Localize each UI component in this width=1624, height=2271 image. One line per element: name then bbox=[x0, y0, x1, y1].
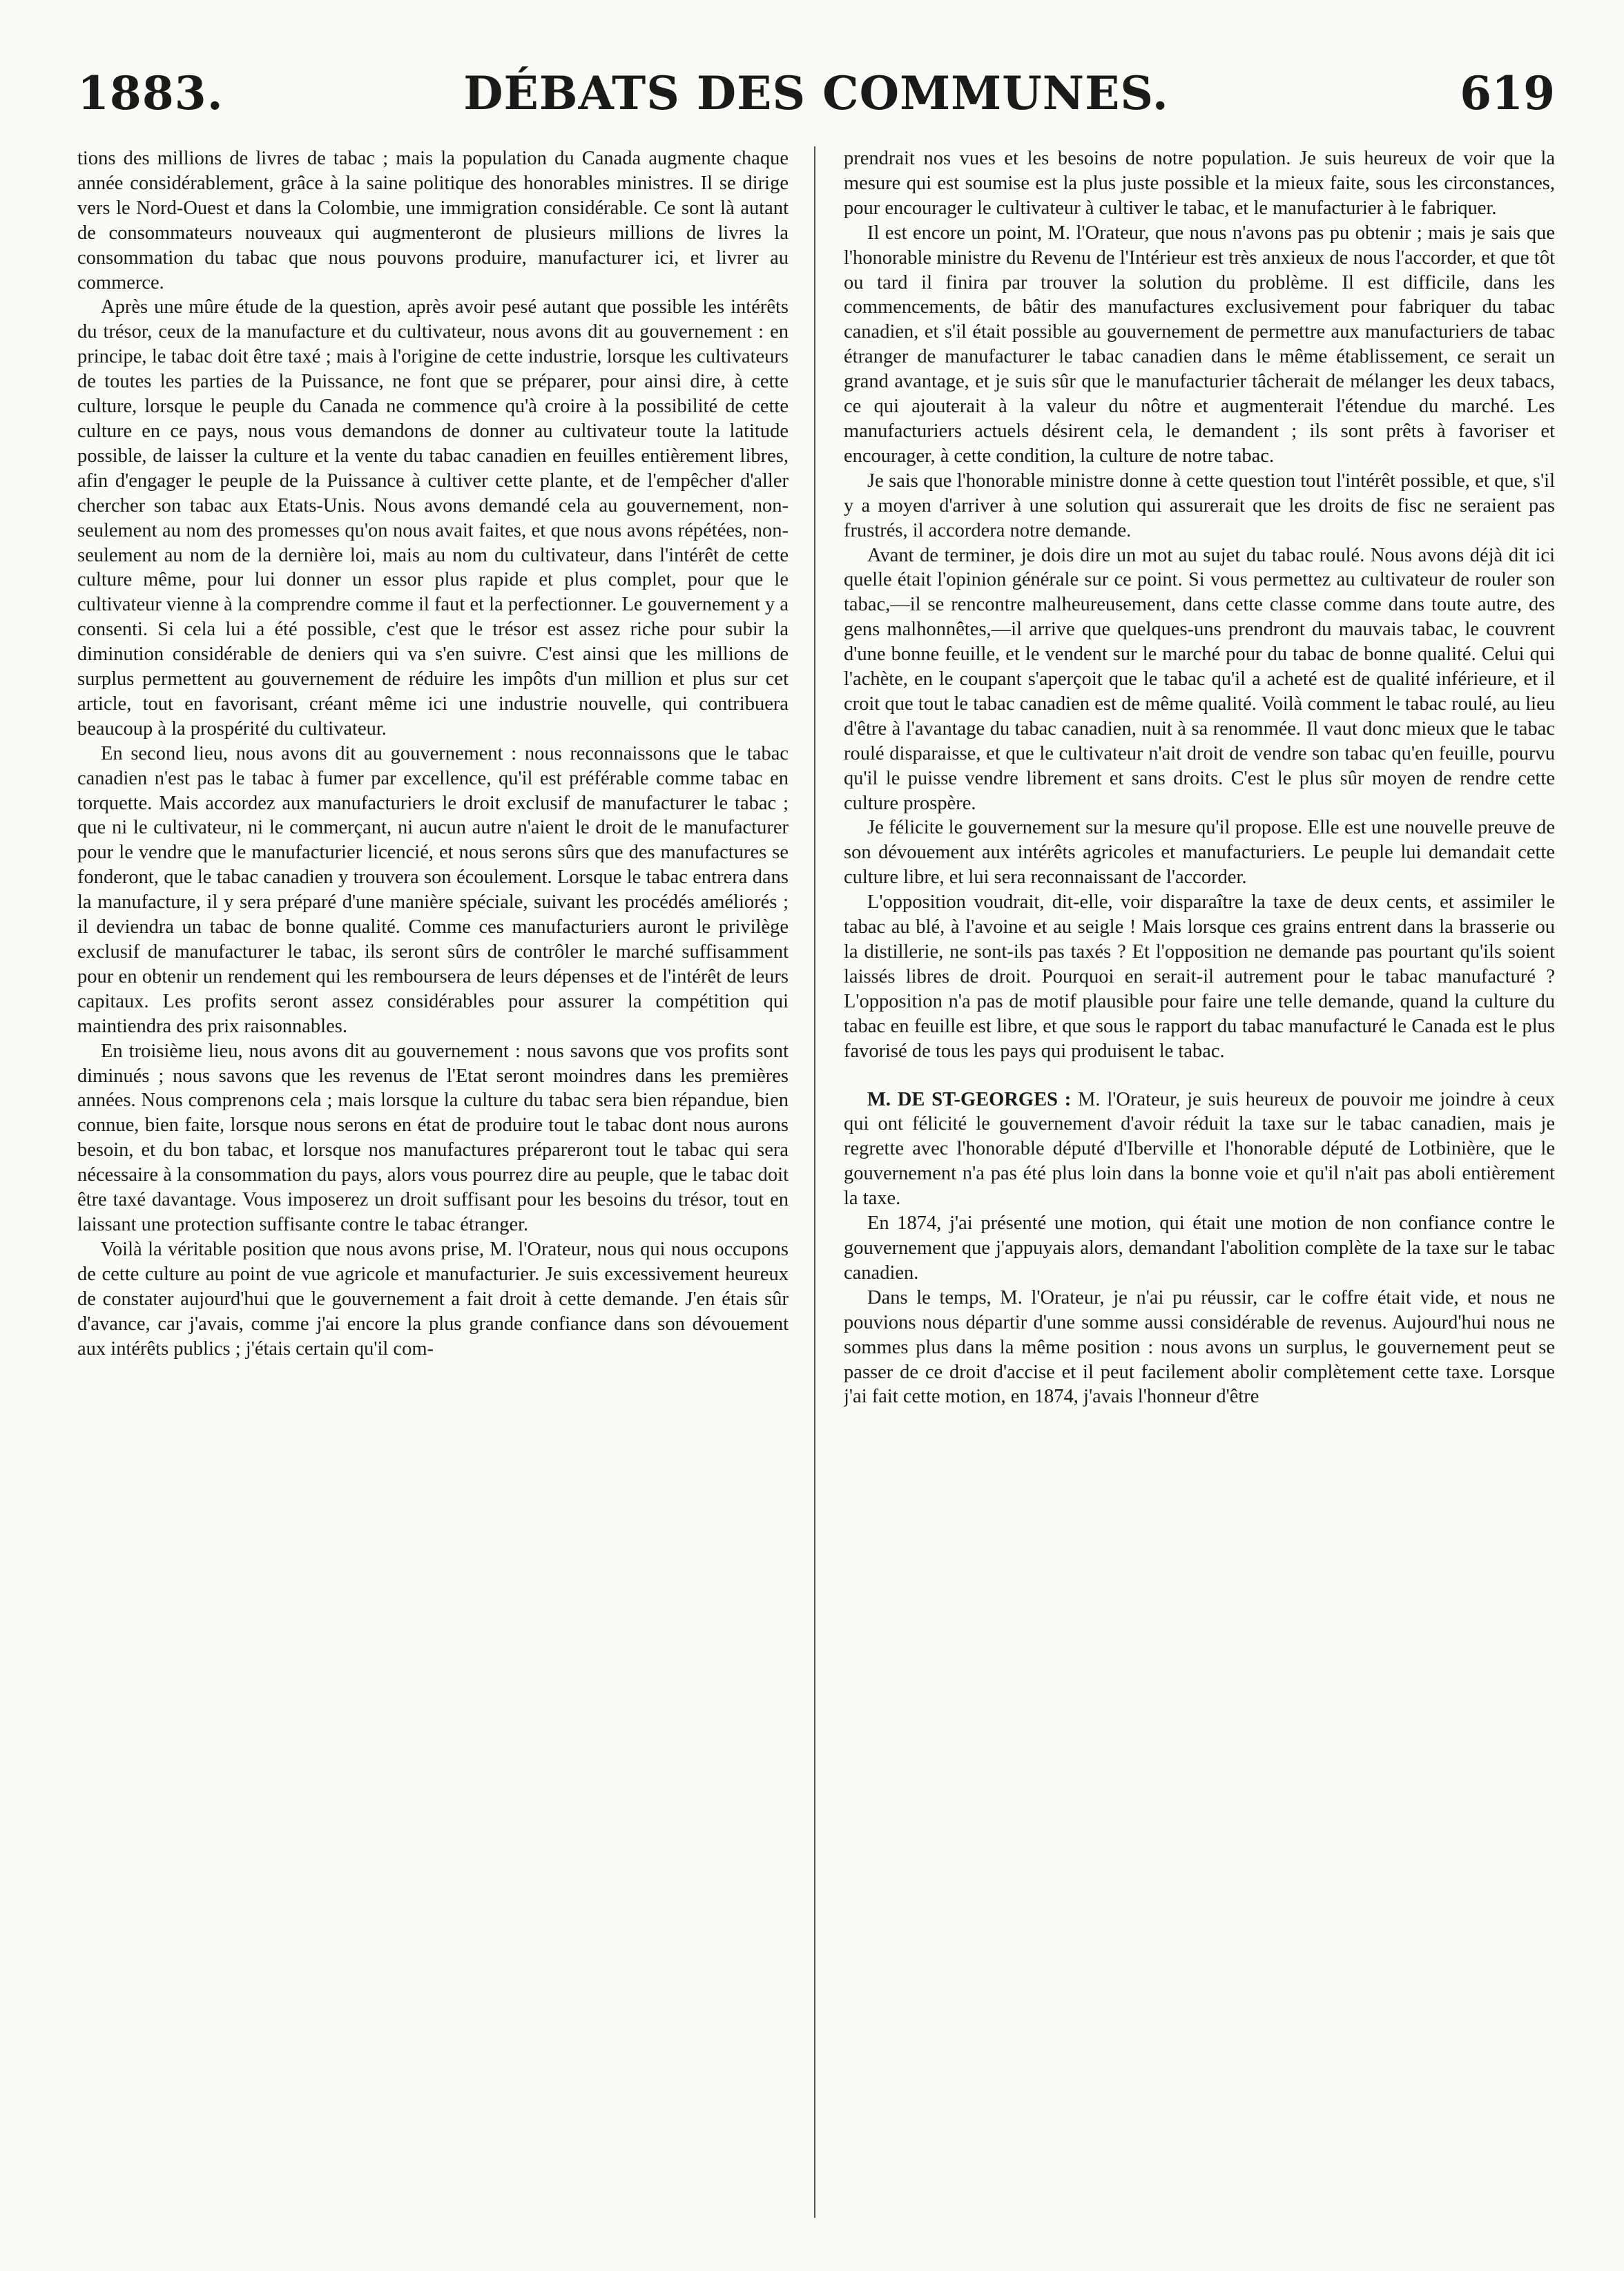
paragraph: L'opposition voudrait, dit-elle, voir disparaître la taxe de deux cents, et assimiler le tabac au blé, à l'avoine et au seigle ! Mais lorsque ces grains entrent dans la brasserie ou la distillerie, ne sont-ils pas taxés ? Et l'opposition ne demande pas pourtant qu'ils soient laissés libres de droit. Pourquoi en serait-il autrement pour le tabac manufacturé ? L'opposition n'a pas de motif plausible pour faire une telle demande, quand la culture du tabac en feuille est libre, et que sous le rapport du tabac manufacturé le Canada est le plus favorisé de tous les pays qui produisent le tabac. bbox=[844, 891, 1555, 1062]
paragraph: Je sais que l'honorable ministre donne à cette question tout l'intérêt possible, et que, s'il y a moyen d'arriver à une solution qui assurerait que les droits de fisc ne seraient pas frustrés, il accordera notre demande. bbox=[844, 470, 1555, 541]
paragraph: Je félicite le gouvernement sur la mesure qu'il propose. Elle est une nouvelle preuve de son dévouement aux intérêts agricoles et manufacturiers. Le peuple lui demandait cette culture libre, et lui sera reconnaissant de l'accorder. bbox=[844, 817, 1555, 889]
column-divider bbox=[814, 146, 815, 2218]
speaker-paragraph: M. DE ST-GEORGES : M. l'Orateur, je suis heureux de pouvoir me joindre à ceux qui ont félicité le gouvernement d'avoir réduit la taxe sur le tabac canadien, mais je regrette avec l'honorable député d'Iberville et l'honorable député de Lotbinière, que le gouvernement n'a pas été plus loin dans la bonne voie et qu'il n'ait pas aboli entièrement la taxe. bbox=[844, 1088, 1555, 1210]
paragraph: Après une mûre étude de la question, après avoir pesé autant que possible les intérêts du trésor, ceux de la manufacture et du cultivateur, nous avons dit au gouvernement : en principe, le tabac doit être taxé ; mais à l'origine de cette industrie, lorsque les cultivateurs de toutes les parties de la Puissance, ne font que se préparer, pour ainsi dire, à cette culture, lorsque le peuple du Canada ne commence qu'à croire à la possibilité de cette culture en ce pays, nous vous demandons de donner au cultivateur toute la latitude possible, de laisser la culture et la vente du tabac canadien en feuilles entièrement libres, afin d'engager le peuple de la Puissance à cultiver cette plante, et de l'empêcher d'aller chercher son tabac aux Etats-Unis. Nous avons demandé cela au gouvernement, non-seulement au nom des promesses qu'on nous avait faites, et que nous avons répétées, non-seulement au nom de la dernière loi, mais au nom du cultivateur, dans l'intérêt de cette culture même, pour lui donner un essor plus rapide et plus complet, pour que le cultivateur vienne à la comprendre comme il faut et la perfectionner. Le gouvernement y a consenti. Si cela lui a été possible, c'est que le trésor est assez riche pour subir la diminution considérable de deniers qui va s'en suivre. C'est ainsi que les millions de surplus permettent au gouvernement de réduire les impôts d'un million et plus sur cet article, tout en favorisant, créant même ici une industrie nouvelle, qui contribuera beaucoup à la prospérité du cultivateur. bbox=[77, 296, 789, 740]
speaker-name: M. DE ST-GEORGES : bbox=[867, 1088, 1072, 1110]
paragraph: En second lieu, nous avons dit au gouvernement : nous reconnaissons que le tabac canadien n'est pas le tabac à fumer par excellence, qu'il est préférable comme tabac en torquette. Mais accordez aux manufacturiers le droit exclusif de manufacturer le tabac ; que ni le cultivateur, ni le commerçant, ni aucun autre n'aient le droit de le manufacturer pour le vendre que le manufacturier licencié, et nous serons sûrs que des manufactures se fonderont, que le tabac canadien y trouvera son écoulement. Lorsque le tabac entrera dans la manufacture, il y sera préparé d'une manière spéciale, suivant les procédés améliorés ; il deviendra un tabac de bonne qualité. Comme ces manufacturiers auront le privilège exclusif de manufacturer le tabac, ils seront sûrs de contrôler le marché suffisamment pour en obtenir un rendement qui les remboursera de leurs dépenses et de l'intérêt de leurs capitaux. Les profits seront assez considérables pour assurer la compétition qui maintiendra des prix raisonnables. bbox=[77, 742, 789, 1037]
paragraph: Dans le temps, M. l'Orateur, je n'ai pu réussir, car le coffre était vide, et nous ne pouvions nous départir d'une somme aussi considérable de revenus. Aujourd'hui nous ne sommes plus dans la même position : nous avons un surplus, le gouvernement peut se passer de ce droit d'accise et il peut facilement abolir complètement cette taxe. Lorsque j'ai fait cette motion, en 1874, j'avais l'honneur d'être bbox=[844, 1286, 1555, 1408]
paragraph: En 1874, j'ai présenté une motion, qui était une motion de non confiance contre le gouvernement que j'appuyais alors, demandant l'abolition complète de la taxe sur le tabac canadien. bbox=[844, 1212, 1555, 1284]
paragraph: Il est encore un point, M. l'Orateur, que nous n'avons pas pu obtenir ; mais je sais que l'honorable ministre du Revenu de l'Intérieur est très anxieux de nous l'accorder, et que tôt ou tard il finira par trouver la solution du problème. Il est difficile, dans les commencements, de bâtir des manufactures exclusivement pour fabriquer du tabac canadien, et s'il était possible au gouvernement de permettre aux manufacturiers de tabac étranger de manufacturer le tabac canadien dans le même établissement, ce serait un grand avantage, et je suis sûr que le manufacturier tâcherait de mélanger les deux tabacs, ce qui ajouterait à la valeur du nôtre et augmenterait l'étendue du marché. Les manufacturiers actuels désirent cela, le demandent ; ils sont prêts à favoriser et encourager, à cette condition, la culture de notre tabac. bbox=[844, 222, 1555, 467]
header-page-number: 619 bbox=[1460, 66, 1555, 120]
page-header bbox=[77, 66, 1555, 128]
header-title: DÉBATS DES COMMUNES. bbox=[463, 66, 1169, 120]
paragraph: tions des millions de livres de tabac ; mais la population du Canada augmente chaque année considérablement, grâce à la saine politique des honorables ministres. Il se dirige vers le Nord-Ouest et dans la Colombie, une immigration considérable. Ce sont là autant de consommateurs nouveaux qui augmenteront de plusieurs millions de livres la consommation du tabac que nous pouvons produire, manufacturer ici, et livrer au commerce. bbox=[77, 148, 789, 293]
header-year: 1883. bbox=[77, 66, 224, 120]
right-column bbox=[844, 146, 1555, 2225]
text-columns bbox=[77, 146, 1555, 2225]
paragraph: prendrait nos vues et les besoins de notre population. Je suis heureux de voir que la mesure qui est soumise est la plus juste possible et la mieux faite, sous les circonstances, pour encourager le cultivateur à cultiver le tabac, et le manufacturier à le fabriquer. bbox=[844, 148, 1555, 219]
paragraph: Avant de terminer, je dois dire un mot au sujet du tabac roulé. Nous avons déjà dit ici quelle était l'opinion générale sur ce point. Si vous permettez au cultivateur de rouler son tabac,—il se rencontre malheureusement, dans cette classe comme dans toute autre, des gens malhonnêtes,—il arrive que quelques-uns prendront du mauvais tabac, le couvrent d'une bonne feuille, et le vendent sur le marché pour du tabac de bonne qualité. Celui qui l'achète, en le coupant s'aperçoit que le tabac qu'il a acheté est de qualité inférieure, et il croit que tout le tabac canadien est de même qualité. Voilà comment le tabac roulé, au lieu d'être à l'avantage du tabac canadien, nuit à sa renommée. Il vaut donc mieux que le tabac roulé disparaisse, et que le cultivateur n'ait droit de vendre son tabac qu'en feuille, pourvu qu'il le puisse vendre librement et sans droits. C'est le plus sûr moyen de rendre cette culture prospère. bbox=[844, 544, 1555, 814]
left-column bbox=[77, 146, 789, 2225]
paragraph: Voilà la véritable position que nous avons prise, M. l'Orateur, nous qui nous occupons de cette culture au point de vue agricole et manufacturier. Je suis excessivement heureux de constater aujourd'hui que le gouvernement a fait droit à cette demande. J'en étais sûr d'avance, car j'avais, comme j'ai encore la plus grande confiance dans son dévouement aux intérêts publics ; j'étais certain qu'il com- bbox=[77, 1238, 789, 1360]
paragraph: En troisième lieu, nous avons dit au gouvernement : nous savons que vos profits sont diminués ; nous savons que les revenus de l'Etat seront moindres dans les premières années. Nous comprenons cela ; mais lorsque la culture du tabac sera bien répandue, bien connue, bien faite, lorsque nous serons en état de produire tout le tabac dont nous aurons besoin, et du bon tabac, et lorsque nos manufactures prépareront tout le tabac qui sera nécessaire à la consommation du pays, alors vous pourrez dire au peuple, que le tabac doit être taxé davantage. Vous imposerez un droit suffisant pour les besoins du trésor, tout en laissant une protection suffisante contre le tabac étranger. bbox=[77, 1040, 789, 1235]
